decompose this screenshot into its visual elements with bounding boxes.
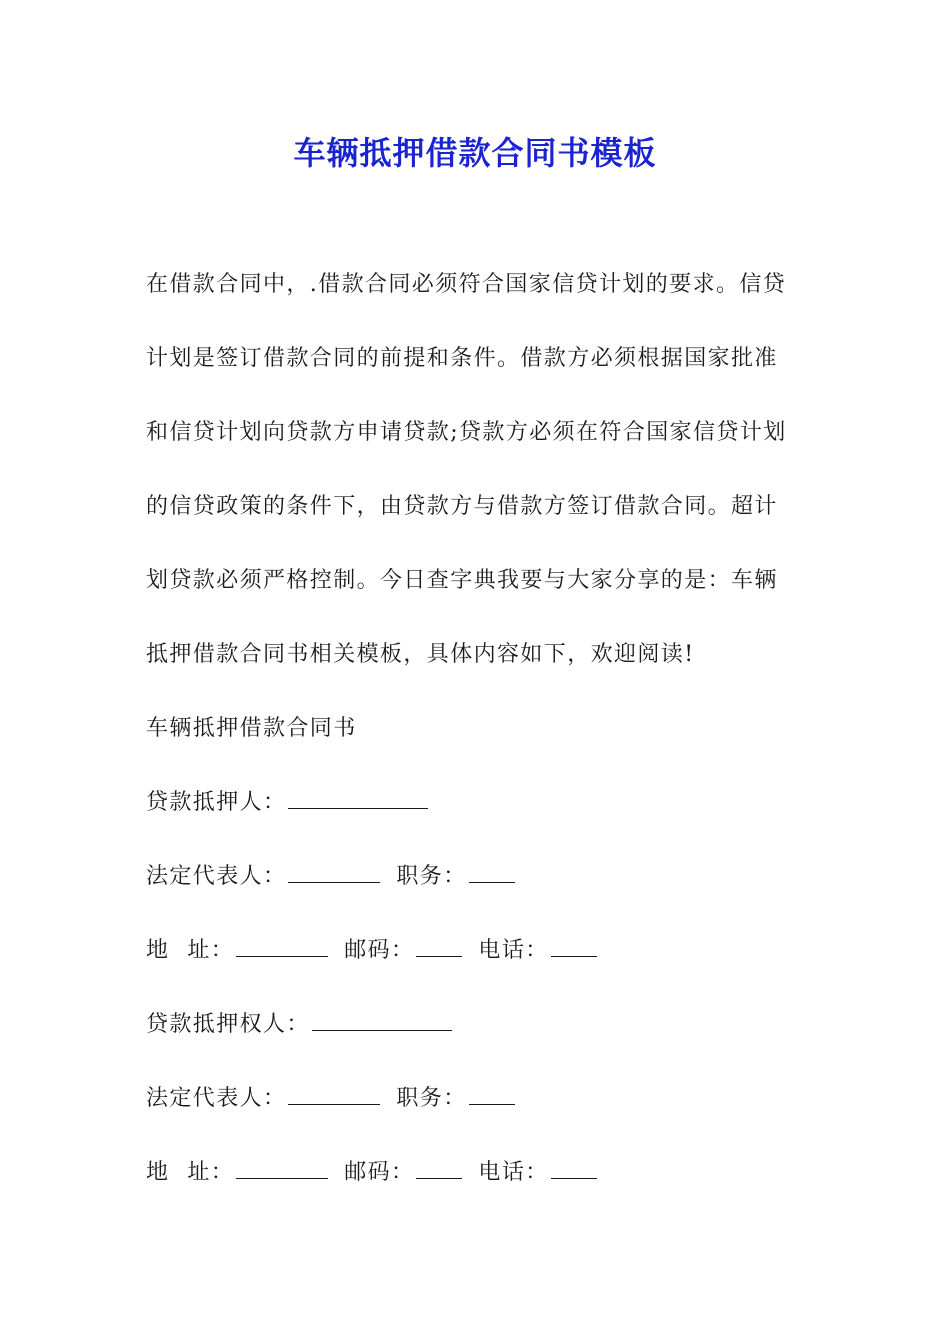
- intro-line: 和信贷计划向贷款方申请贷款;贷款方必须在符合国家信贷计划: [146, 420, 787, 445]
- intro-line: 划贷款必须严格控制。今日查字典我要与大家分享的是：车辆: [146, 568, 778, 593]
- party-b-address-line: [146, 1150, 808, 1224]
- intro-line: 计划是签订借款合同的前提和条件。借款方必须根据国家批准: [146, 346, 778, 371]
- party-a-address-label-2: 址：: [187, 938, 235, 963]
- party-a-phone-label: 电话：: [478, 938, 549, 963]
- party-a-name-label: 贷款抵押人：: [146, 790, 287, 815]
- party-a-position-label: 职务：: [396, 864, 467, 889]
- party-a-rep-line: [146, 854, 808, 928]
- party-b-address-label-2: 址：: [187, 1160, 235, 1185]
- party-a-address-blank[interactable]: [236, 930, 328, 957]
- party-b-position-label: 职务：: [396, 1086, 467, 1111]
- intro-line: 在借款合同中，.借款合同必须符合国家信贷计划的要求。信贷: [146, 272, 787, 297]
- party-b-phone-label: 电话：: [478, 1160, 549, 1185]
- contract-heading: 车辆抵押借款合同书: [146, 716, 357, 741]
- party-a-postcode-blank[interactable]: [416, 930, 462, 957]
- party-b-position-blank[interactable]: [469, 1078, 515, 1105]
- party-b-postcode-label: 邮码：: [344, 1160, 415, 1185]
- intro-paragraph: [146, 262, 808, 706]
- party-b-postcode-blank[interactable]: [416, 1152, 462, 1179]
- intro-line: 抵押借款合同书相关模板，具体内容如下，欢迎阅读!: [146, 642, 695, 667]
- party-b-name-blank[interactable]: [312, 1004, 452, 1031]
- party-a-rep-label: 法定代表人：: [146, 864, 287, 889]
- party-a-address-label-1: 地: [146, 938, 170, 963]
- contract-form: [146, 706, 808, 1224]
- party-b-rep-line: [146, 1076, 808, 1150]
- party-b-rep-label: 法定代表人：: [146, 1086, 287, 1111]
- party-a-postcode-label: 邮码：: [344, 938, 415, 963]
- document-title: 车辆抵押借款合同书模板: [293, 134, 657, 172]
- party-a-name-blank[interactable]: [288, 782, 428, 809]
- party-a-name-line: [146, 780, 808, 854]
- party-a-rep-blank[interactable]: [288, 856, 380, 883]
- party-b-rep-blank[interactable]: [288, 1078, 380, 1105]
- party-a-position-blank[interactable]: [469, 856, 515, 883]
- party-a-address-line: [146, 928, 808, 1002]
- party-b-address-blank[interactable]: [236, 1152, 328, 1179]
- intro-line: 的信贷政策的条件下，由贷款方与借款方签订借款合同。超计: [146, 494, 778, 519]
- party-a-phone-blank[interactable]: [551, 930, 597, 957]
- party-b-address-label-1: 地: [146, 1160, 170, 1185]
- party-b-phone-blank[interactable]: [551, 1152, 597, 1179]
- party-b-name-label: 贷款抵押权人：: [146, 1012, 310, 1037]
- party-b-name-line: [146, 1002, 808, 1076]
